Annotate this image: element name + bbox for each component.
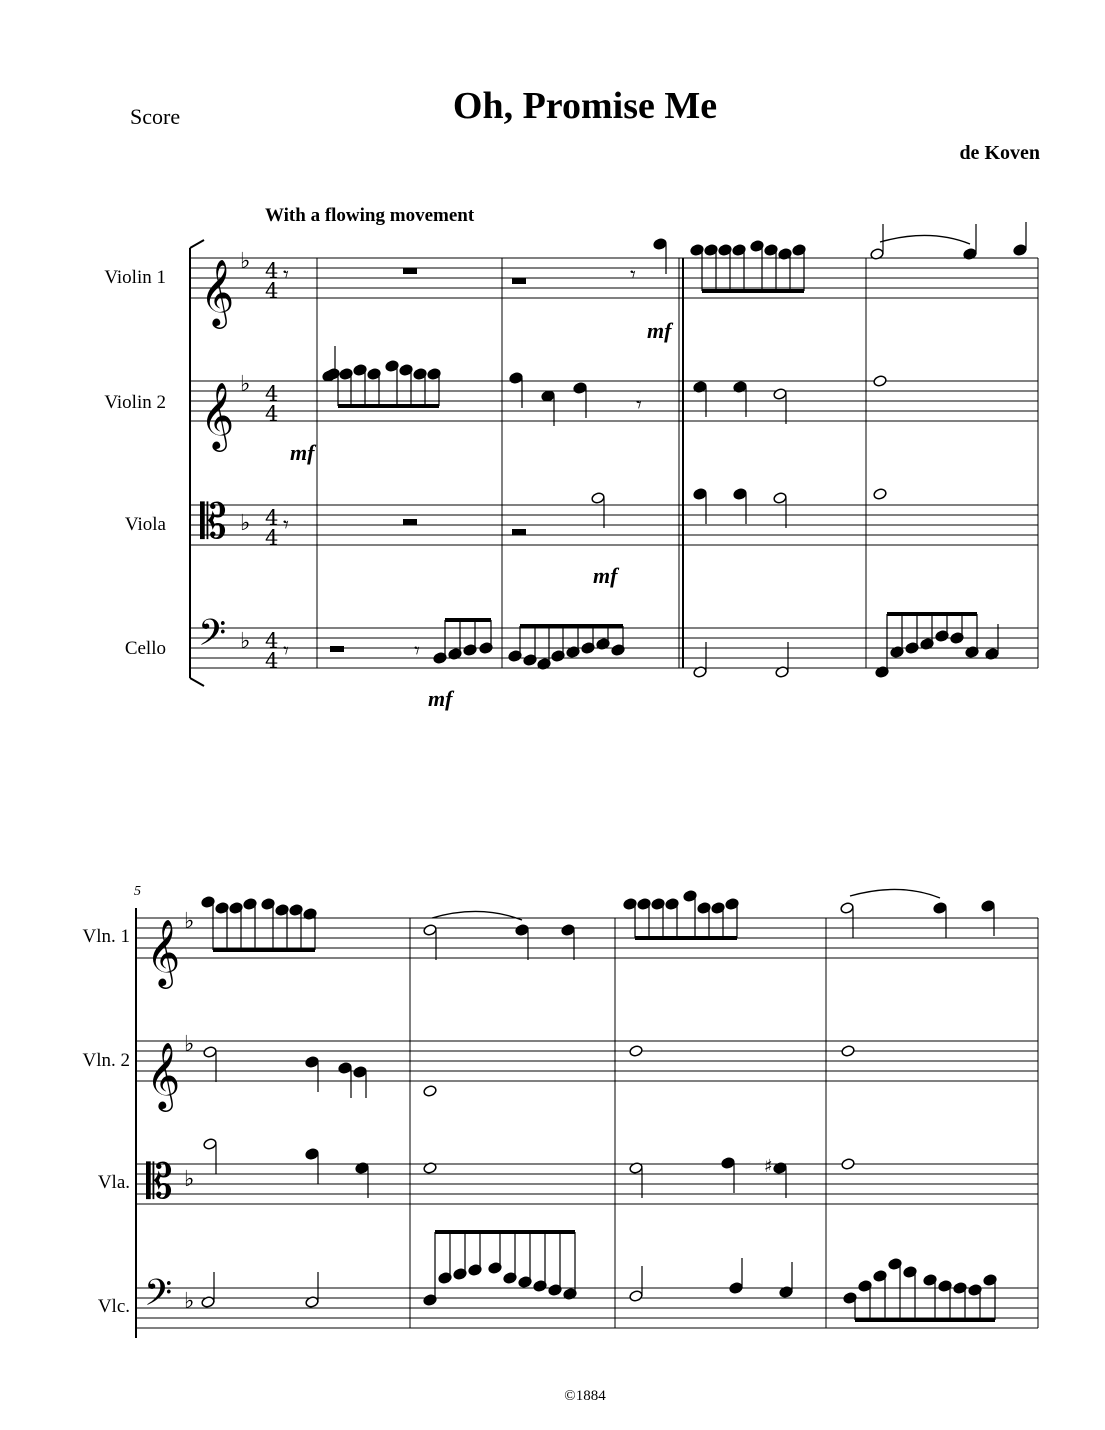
instrument-name-cello: Cello: [124, 638, 166, 659]
alto-clef-icon: 𝄡: [200, 494, 227, 550]
notehead: [629, 1045, 643, 1058]
rest-icon: 𝄾: [283, 263, 289, 288]
notehead: [841, 1045, 855, 1058]
notes: [201, 222, 1027, 1320]
treble-clef-icon: 𝄞: [146, 918, 181, 986]
flat-icon: ♭: [184, 1167, 195, 1192]
time-signature: 4: [265, 402, 279, 426]
treble-clef-icon: 𝄞: [146, 1041, 181, 1109]
notehead: [773, 492, 787, 505]
time-signature: 4: [265, 629, 279, 653]
whole-rest: [403, 268, 417, 274]
notehead: [841, 1158, 855, 1171]
notehead: [693, 488, 707, 501]
notehead: [203, 1138, 217, 1151]
notehead: [873, 375, 887, 388]
notehead: [1013, 244, 1027, 257]
notehead: [305, 1056, 319, 1069]
half-rest: [330, 646, 344, 652]
notehead: [573, 382, 587, 395]
flat-icon: ♭: [240, 511, 251, 536]
time-signature: 4: [265, 649, 279, 673]
time-signature: 4: [265, 382, 279, 406]
notehead: [423, 1085, 437, 1098]
notehead: [733, 488, 747, 501]
dynamic-mf-violin-2: mf: [290, 440, 315, 465]
notehead: [423, 924, 437, 937]
notehead: [591, 492, 605, 505]
instrument-name-vln-1: Vln. 1: [82, 926, 130, 947]
rest-icon: 𝄾: [630, 263, 636, 288]
slur: [432, 911, 522, 920]
instrument-name-violin-2: Violin 2: [104, 392, 166, 413]
notehead: [203, 1046, 217, 1059]
notehead: [541, 390, 555, 403]
dynamic-mf-cello: mf: [428, 686, 453, 711]
sharp-icon: ♯: [764, 1156, 773, 1177]
whole-rest: [403, 519, 417, 525]
time-signature: 4: [265, 526, 279, 550]
page-title: Oh, Promise Me: [452, 85, 718, 127]
notehead: [338, 1062, 352, 1075]
notehead: [721, 1157, 735, 1170]
notehead: [840, 902, 854, 915]
bass-clef-icon: 𝄢: [144, 1272, 173, 1323]
measure-number: 5: [134, 884, 141, 899]
notehead: [629, 1290, 643, 1303]
flat-icon: ♭: [240, 629, 251, 654]
copyright-notice: ©1884: [564, 1388, 606, 1404]
instrument-name-viola: Viola: [124, 514, 166, 535]
slur: [850, 889, 940, 898]
treble-clef-icon: 𝄞: [200, 258, 235, 326]
half-rest: [512, 529, 526, 535]
instrument-name-vla: Vla.: [97, 1172, 130, 1193]
flat-icon: ♭: [184, 1289, 195, 1314]
rest-icon: 𝄾: [636, 393, 642, 418]
notehead: [729, 1282, 743, 1295]
staff-lines: [136, 240, 1038, 1338]
notehead: [305, 1148, 319, 1161]
composer-name: de Koven: [959, 142, 1040, 164]
rest-icon: 𝄾: [283, 639, 289, 664]
notehead: [353, 1066, 367, 1079]
half-rest: [512, 278, 526, 284]
notehead: [653, 238, 667, 251]
notehead: [873, 488, 887, 501]
bass-clef-icon: 𝄢: [198, 612, 227, 663]
notehead: [933, 902, 947, 915]
score-label: Score: [130, 104, 181, 129]
slur: [880, 235, 970, 244]
instrument-name-violin-1: Violin 1: [104, 267, 166, 288]
dynamic-mf-violin-1: mf: [647, 318, 672, 343]
instrument-name-vlc: Vlc.: [97, 1296, 130, 1317]
flat-icon: ♭: [240, 372, 251, 397]
time-signature: 4: [265, 506, 279, 530]
notehead: [773, 388, 787, 401]
notehead: [981, 900, 995, 913]
flat-icon: ♭: [240, 249, 251, 274]
notehead: [561, 924, 575, 937]
rest-icon: 𝄾: [414, 639, 420, 664]
instrument-name-vln-2: Vln. 2: [82, 1050, 130, 1071]
treble-clef-icon: 𝄞: [200, 381, 235, 449]
flat-icon: ♭: [184, 1032, 195, 1057]
alto-clef-icon: 𝄡: [146, 1154, 173, 1210]
notehead: [509, 372, 523, 385]
time-signature: 4: [265, 259, 279, 283]
notehead: [515, 924, 529, 937]
rest-icon: 𝄾: [283, 513, 289, 538]
time-signature: 4: [265, 279, 279, 303]
flat-icon: ♭: [184, 909, 195, 934]
tempo-marking: With a flowing movement: [265, 205, 475, 226]
dynamic-mf-viola: mf: [593, 563, 618, 588]
